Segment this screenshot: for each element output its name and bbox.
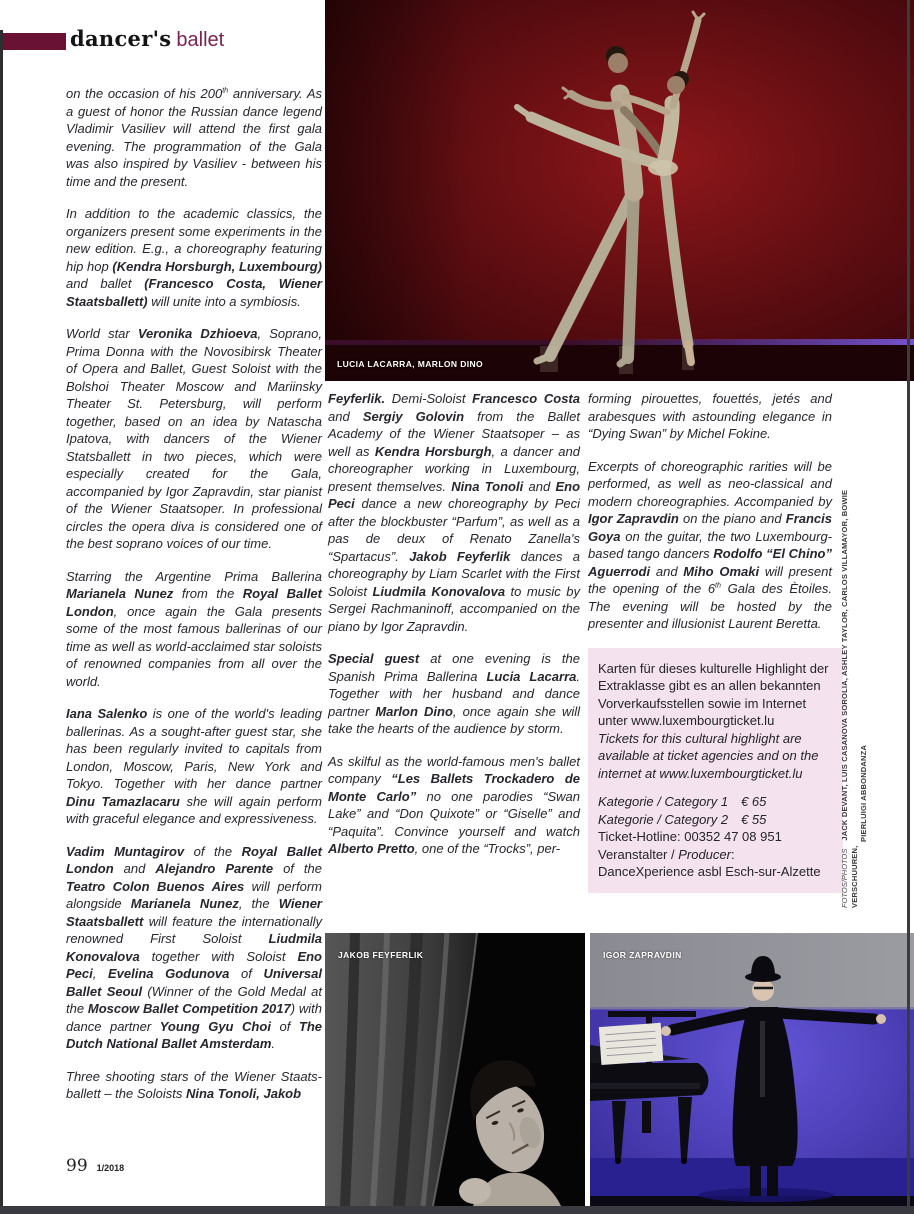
page-number: 99: [66, 1156, 88, 1176]
paragraph: Special guest at one evening is the Spanish Prima Ballerina Lucia Lacarra. Together with her husband and dance partner Marlon Dino, once again she will take the hearts of the audience by storm.: [328, 651, 581, 736]
ticket-line: Veranstalter / Producer: DanceXperience asbl Esch-sur-Alzette: [598, 846, 821, 879]
ticket-line: Karten für dieses kulturelle Highlight der Extraklasse gibt es an allen bekannten Vorverkaufsstellen sowie im Internet unter www.luxembourgticket.lu: [598, 660, 829, 728]
paragraph: Starring the Argentine Prima Ballerina Marianela Nunez from the Royal Ballet London, once again the Gala presents some of the most famous ballerinas of our time as well as world-acclaimed star soloists of renowned companies from all over the world.: [66, 568, 322, 689]
header-accent-bar: [3, 33, 66, 50]
ticket-line: Kategorie / Category 1 € 65: [598, 794, 767, 809]
jakob-photo-caption: JAKOB FEYFERLIK: [338, 950, 424, 960]
paragraph: As skilful as the world-famous men's ballet company “Les Ballets Trockadero de Monte Carlo” no one parodies “Swan Lake” and “Don Quixote” or “Giselle” and “Paquita”. Convince yourself and watch Alberto Pretto, one of the “Trocks”, per-: [328, 753, 580, 856]
paragraph: Three shooting stars of the Wiener Staats-ballett – the Soloists Nina Tonoli, Jakob: [66, 1068, 322, 1101]
article-column-middle: [328, 390, 580, 873]
photo-igor-zapravdin: [590, 933, 914, 1206]
article-column-left: [66, 85, 322, 1118]
ticket-line: Ticket-Hotline: 00352 47 08 951: [598, 829, 782, 844]
igor-face: [752, 979, 774, 1001]
male-dancer-head: [608, 53, 628, 73]
left-edge-rule: [0, 30, 3, 1207]
right-edge-rule: [907, 0, 910, 1207]
main-photo-caption: LUCIA LACARRA, MARLON DINO: [337, 359, 484, 369]
masthead-accent: ballet: [176, 29, 225, 51]
article-column-right-text: [588, 390, 832, 633]
paragraph: World star Veronika Dzhioeva, Soprano, Prima Donna with the Novosibirsk Theater of Opera and Ballet, Guest Soloist with the Bolshoi Theater Moscow and Mariinsky Theater St. Petersburg, will perform together, based on an idea by Natascha Ipatova, with dancers of the Wiener Statsballett in two pieces, which were especially created for the Gala, accompanied by Igor Zapravdin, star pianist of the Wiener Staatsoper. In professional circles the opera diva is considered one of the best soprano voices of our time.: [66, 326, 322, 551]
photo-credits: [840, 476, 869, 908]
article-column-right: [588, 390, 832, 893]
ticket-info-box: [588, 648, 843, 893]
ticket-line: Tickets for this cultural highlight are available at ticket agencies and on the internet at www.luxembourgticket.lu: [598, 730, 819, 781]
igor-piano-illustration: [590, 933, 914, 1206]
female-dancer-head: [667, 76, 685, 94]
jakob-portrait-illustration: [325, 933, 585, 1206]
magazine-masthead: [70, 26, 224, 52]
photo-credits-line-2: PIERLUIGI ABBONDANZA: [859, 744, 868, 842]
paragraph: on the occasion of his 200th anniversary. As a guest of honor the Russian dance legend Vladimir Vasiliev will attend the first gala evening. The programmation of the Gala was also inspired by Vasiliev - between his time and the present.: [66, 86, 322, 189]
female-dancer-leotard: [648, 160, 678, 176]
paragraph: In addition to the academic classics, the organizers present some experiments in the new edition. E.g., a choreography featuring hip hop (Kendra Horsburgh, Luxembourg) and ballet (Francesco Costa, Wiener Staatsballett) will unite into a symbiosis.: [66, 206, 322, 309]
paragraph: Excerpts of choreographic rarities will be performed, as well as neo-classical and modern choreographies. Accompanied by Igor Zapravdin on the piano and Francis Goya on the guitar, the two Luxembourg-based tango dancers Rodolfo “El Chino” Aguerrodi and Miho Omaki will present the opening of the 6th Gala des Ètoiles. The evening will be hosted by the presenter and illusionist Laurent Beretta.: [588, 458, 832, 631]
bottom-edge-bar: [0, 1206, 914, 1214]
photo-credits-line-1: FOTOS/PHOTOSJACK DEVANT, LUIS CASANOVA SOROLIA, ASHLEY TAYLOR, CARLOS VILLAMAYOR, BOWIE VERSCHUUREN,: [840, 489, 859, 908]
photo-jakob-feyferlik: [325, 933, 585, 1206]
page-footer: [66, 1156, 124, 1176]
issue-number: 1/2018: [96, 1163, 125, 1173]
igor-photo-caption: IGOR ZAPRAVDIN: [603, 950, 682, 960]
photo-credits-label: FOTOS/PHOTOS: [840, 848, 849, 908]
ticket-line: [598, 782, 833, 793]
paragraph: Vadim Muntagirov of the Royal Ballet London and Alejandro Parente of the Teatro Colon Buenos Aires will perform alongside Marianela Nunez, the Wiener Staatsballett will feature the internationally renowned First Soloist Liudmila Konovalova together with Soloist Eno Peci, Evelina Godunova of Universal Ballet Seoul (Winner of the Gold Medal at the Moscow Ballet Competition 2017) with dance partner Young Gyu Choi of The Dutch National Ballet Amsterdam.: [66, 843, 323, 1051]
paragraph: forming pirouettes, fouettés, jetés and arabesques with astounding elegance in “Dying Swan” by Michel Fokine.: [588, 391, 832, 441]
photo-lucia-lacarra-marlon-dino: [325, 0, 914, 381]
ballet-duo-photo-illustration: [325, 0, 914, 381]
masthead-bold: dancer's: [70, 26, 172, 51]
ticket-line: Kategorie / Category 2 € 55: [598, 811, 767, 827]
paragraph: Iana Salenko is one of the world's leading ballerinas. As a sought-after guest star, she has been regularly invited to capitals from London, Moscow, Paris, New York and Tokyo. Together with her dance partner Dinu Tamazlacaru she will again perform with graceful elegance and expressiveness.: [66, 706, 323, 826]
paragraph: Feyferlik. Demi-Soloist Francesco Costa and Sergiy Golovin from the Ballet Academy of the Wiener Staatsoper – as well as Kendra Horsburgh, a dancer and choreographer working in Luxembourg, present themselves. Nina Tonoli and Eno Peci dance a new choreography by Peci after the blockbuster “Parfum”, as well as a pas de deux of Renato Zanella's “Spartacus”. Jakob Feyferlik dances a choreography by Liam Scarlet with the First Soloist Liudmila Konovalova to music by Sergei Rachmaninoff, accompanied on the piano by Igor Zapravdin.: [328, 391, 581, 634]
sheet-music: [599, 1023, 663, 1065]
